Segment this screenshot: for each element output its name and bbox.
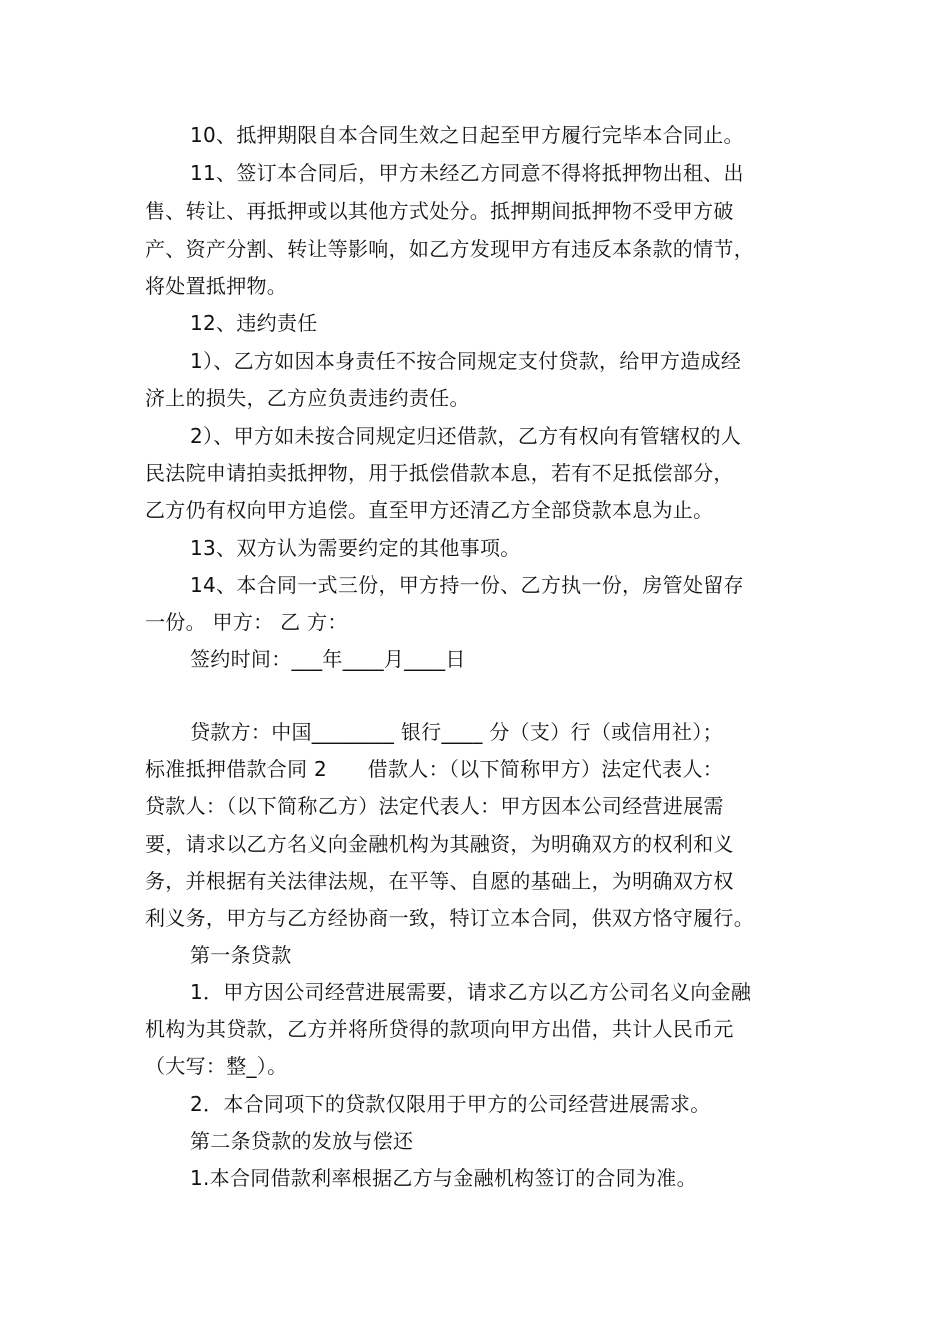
clause-11-line-4: 将处置抵押物。	[145, 274, 288, 298]
clause-12-item-2-line-3: 乙方仍有权向甲方追偿。直至甲方还清乙方全部贷款本息为止。	[145, 498, 714, 522]
clause-14-line-2: 一份。 甲方： 乙 方：	[145, 610, 348, 634]
clause-11-line-3: 产、资产分割、转让等影响，如乙方发现甲方有违反本条款的情节，	[145, 237, 754, 261]
preamble-line-2: 要，请求以乙方名义向金融机构为其融资，为明确双方的权利和义	[145, 832, 734, 856]
clause-12-item-1-line-2: 济上的损失，乙方应负责违约责任。	[145, 386, 470, 410]
clause-14-line-1: 14、本合同一式三份，甲方持一份、乙方执一份，房管处留存	[190, 573, 744, 597]
clause-13-line: 13、双方认为需要约定的其他事项。	[190, 536, 521, 560]
article-1-heading: 第一条贷款	[190, 943, 292, 967]
clause-10-line: 10、抵押期限自本合同生效之日起至甲方履行完毕本合同止。	[190, 123, 744, 147]
article-2-heading: 第二条贷款的发放与偿还	[190, 1129, 414, 1153]
clause-12-item-2-line-1: 2）、甲方如未按合同规定归还借款，乙方有权向有管辖权的人	[190, 424, 742, 448]
clause-11-line-1: 11、签订本合同后，甲方未经乙方同意不得将抵押物出租、出	[190, 161, 744, 185]
clause-12-item-1-line-1: 1）、乙方如因本身责任不按合同规定支付贷款，给甲方造成经	[190, 349, 742, 373]
clause-11-line-2: 售、转让、再抵押或以其他方式处分。抵押期间抵押物不受甲方破	[145, 199, 734, 223]
article-1-item-1-line-1: 1．甲方因公司经营进展需要，请求乙方以乙方公司名义向金融	[190, 980, 752, 1004]
preamble-line-1: 贷款人：（以下简称乙方）法定代表人：甲方因本公司经营进展需	[145, 794, 724, 818]
clause-12-heading: 12、违约责任	[190, 311, 318, 335]
article-1-item-1-line-2: 机构为其贷款，乙方并将所贷得的款项向甲方出借，共计人民币元	[145, 1017, 734, 1041]
lender-line: 贷款方：中国________ 银行____ 分（支）行（或信用社）；	[190, 720, 723, 744]
preamble-line-4: 利义务，甲方与乙方经协商一致，特订立本合同，供双方恪守履行。	[145, 906, 754, 930]
signing-date-line: 签约时间：___年____月____日	[190, 647, 466, 671]
article-1-item-2-line: 2．本合同项下的贷款仅限用于甲方的公司经营进展需求。	[190, 1092, 711, 1116]
clause-12-item-2-line-2: 民法院申请拍卖抵押物，用于抵偿借款本息，若有不足抵偿部分，	[145, 461, 734, 485]
preamble-line-3: 务，并根据有关法律法规，在平等、自愿的基础上，为明确双方权	[145, 869, 734, 893]
contract-2-title-line: 标准抵押借款合同 2 借款人：（以下简称甲方）法定代表人：	[145, 757, 724, 781]
article-2-item-1-line: 1.本合同借款利率根据乙方与金融机构签订的合同为准。	[190, 1166, 697, 1190]
article-1-item-1-line-3: （大写：整_）。	[145, 1054, 288, 1078]
